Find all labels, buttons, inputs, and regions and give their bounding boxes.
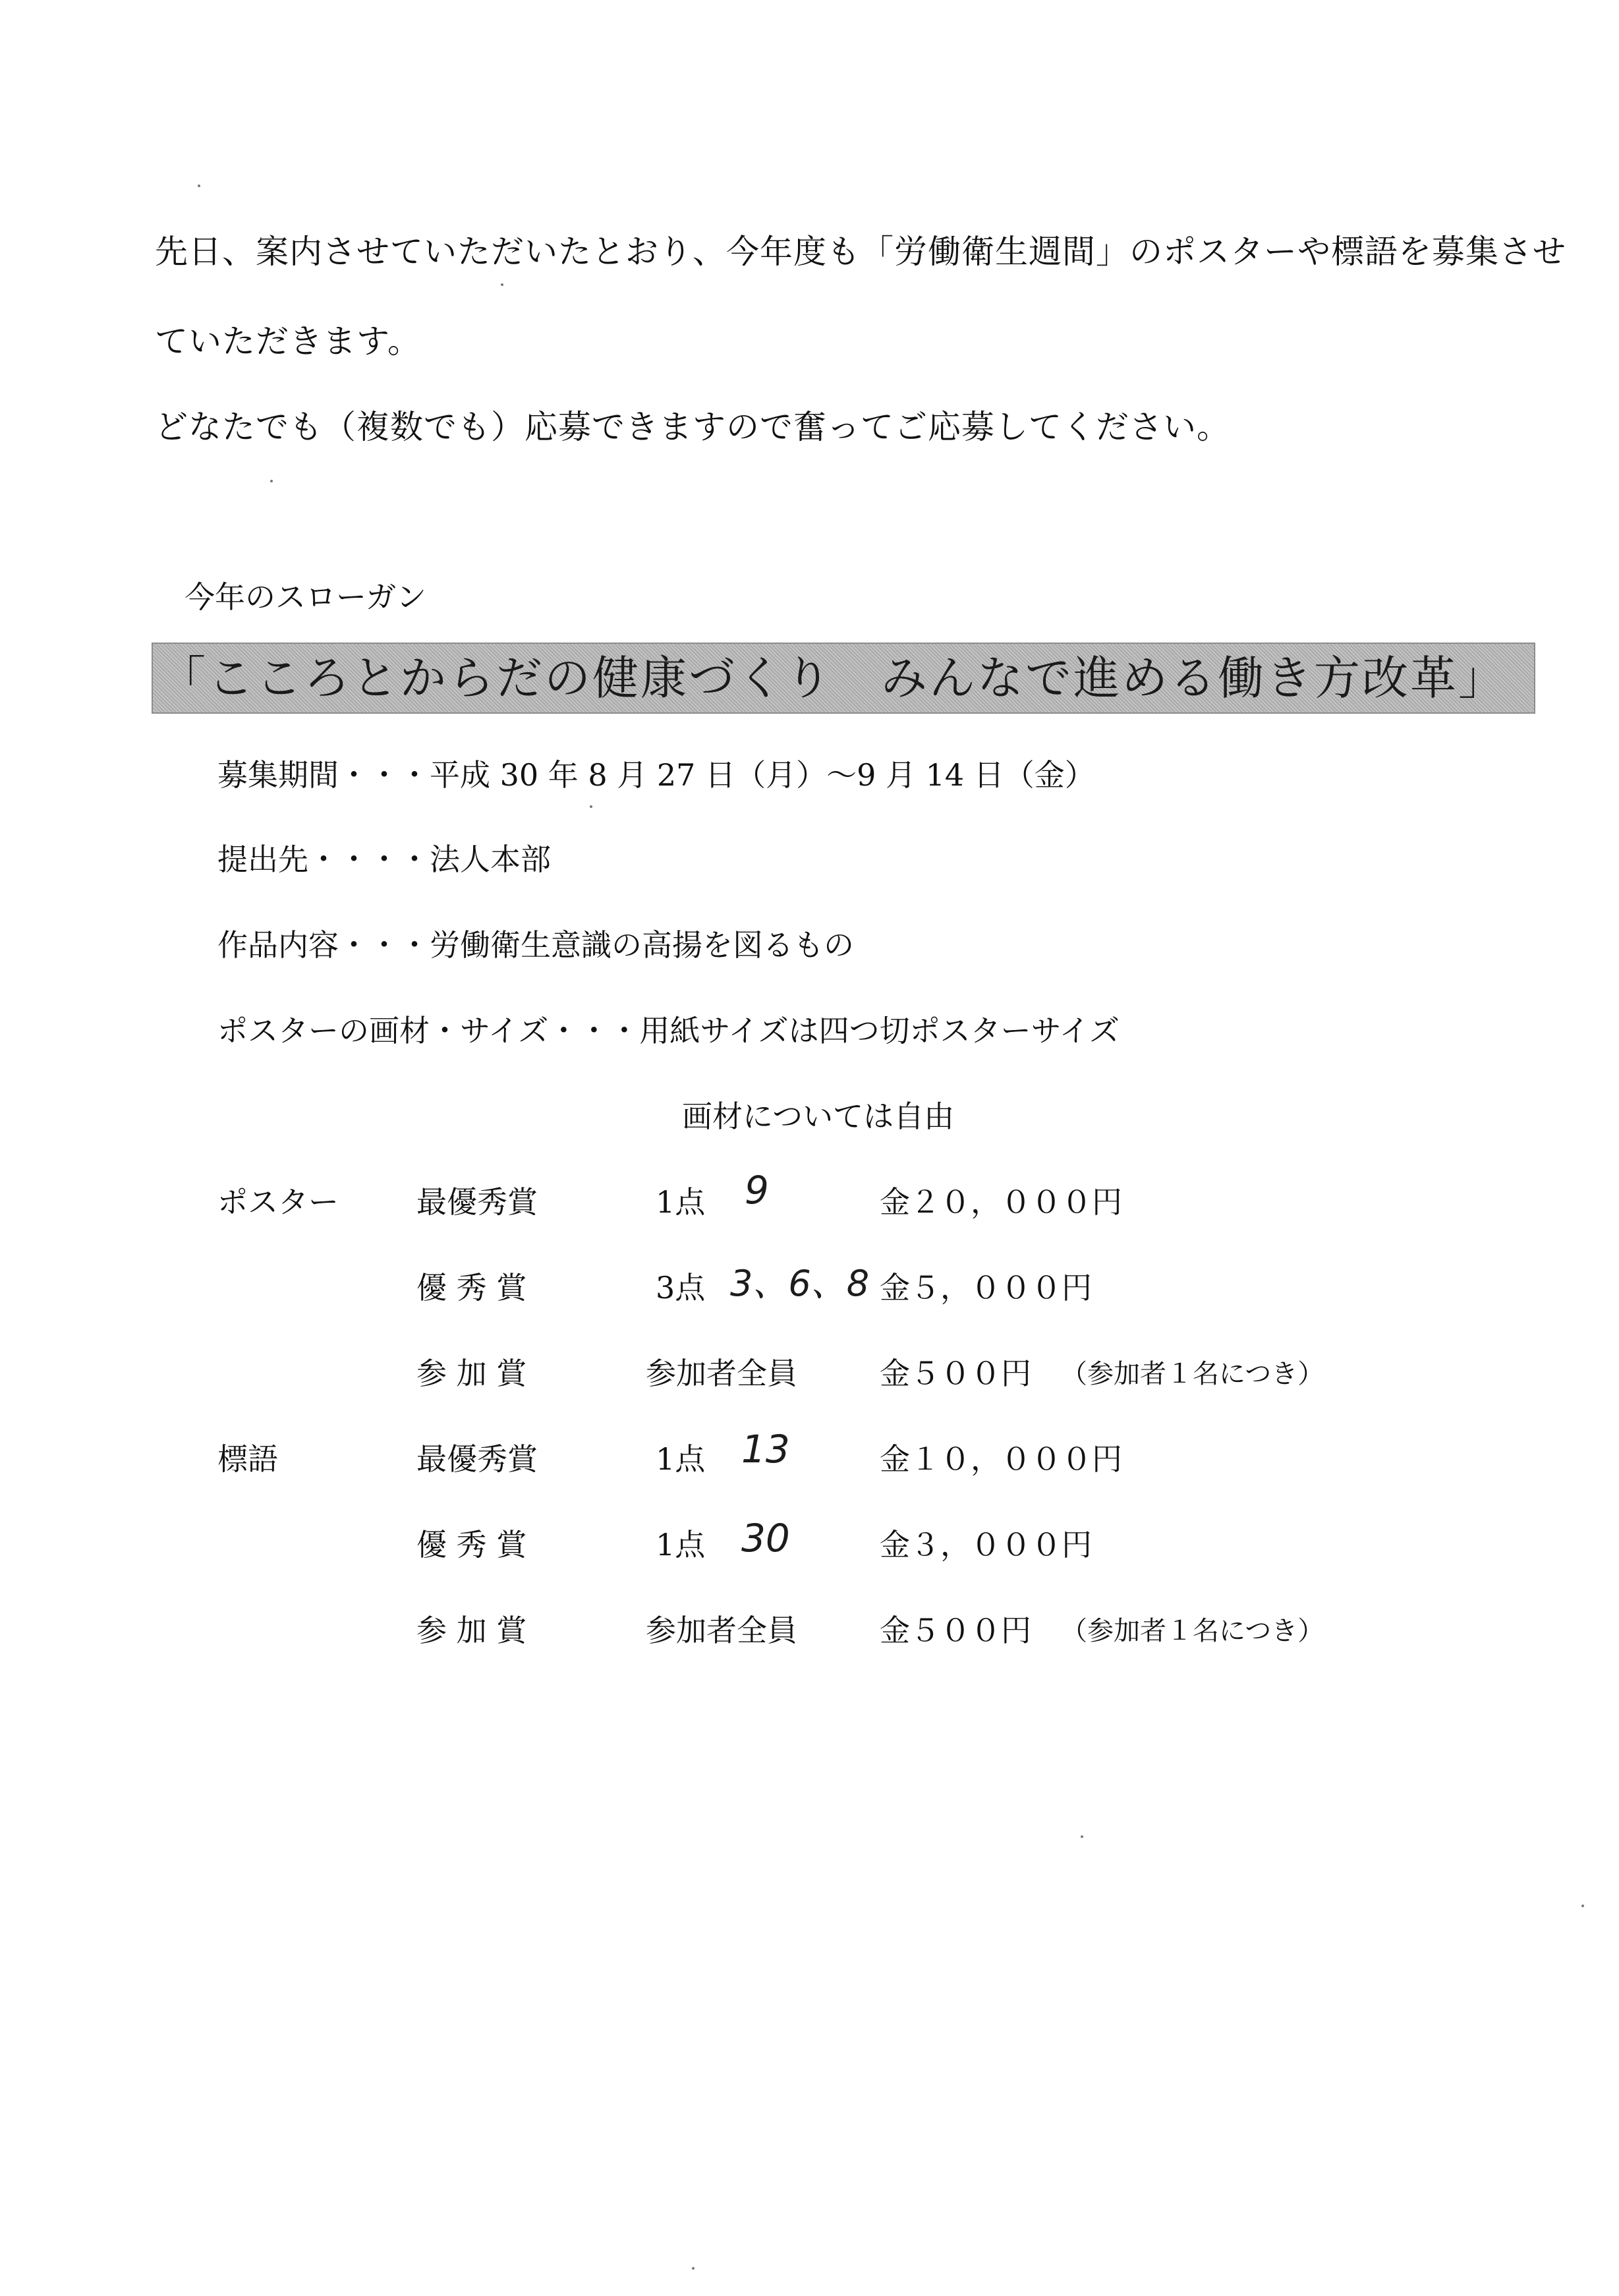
- scan-speck: [590, 805, 592, 808]
- poster-award-excellent: 優 秀 賞: [416, 1270, 527, 1306]
- slogan-text: 「こころとからだの健康づくり みんなで進める働き方改革」: [159, 651, 1506, 705]
- scan-speck: [692, 2267, 695, 2270]
- slogan-category-label: 標語: [217, 1441, 278, 1477]
- poster-handwritten-excellent: 3、6、8: [730, 1263, 870, 1304]
- recruitment-period: 募集期間・・・平成 30 年 8 月 27 日（月）～9 月 14 日（金）: [217, 757, 1095, 793]
- poster-count-excellent: 3点: [656, 1270, 706, 1306]
- slogan-award-excellent: 優 秀 賞: [416, 1527, 527, 1563]
- slogan-award-participation: 参 加 賞: [416, 1613, 527, 1648]
- scan-speck: [501, 283, 503, 286]
- poster-size: ポスターの画材・サイズ・・・用紙サイズは四つ切ポスターサイズ: [217, 1013, 1120, 1048]
- submission-destination: 提出先・・・・法人本部: [217, 842, 551, 877]
- intro-line-3: どなたでも（複数でも）応募できますので奮ってご応募してください。: [155, 408, 1230, 446]
- slogan-banner: [152, 643, 1535, 714]
- poster-participation-note: （参加者１名につき）: [1061, 1359, 1324, 1389]
- poster-amount-excellent: 金５，０００円: [880, 1270, 1092, 1306]
- poster-amount-grand: 金２０，０００円: [880, 1184, 1122, 1220]
- scan-speck: [270, 480, 273, 482]
- slogan-handwritten-excellent: 30: [741, 1516, 790, 1561]
- slogan-handwritten-grand: 13: [741, 1427, 790, 1472]
- poster-count-participation: 参加者全員: [646, 1356, 797, 1391]
- slogan-count-excellent: 1点: [656, 1527, 706, 1563]
- poster-handwritten-grand: 9: [745, 1168, 769, 1213]
- slogan-count-grand: 1点: [656, 1441, 706, 1477]
- poster-material: 画材については自由: [682, 1099, 955, 1134]
- poster-award-grand: 最優秀賞: [416, 1184, 538, 1220]
- scan-speck: [1581, 1905, 1584, 1907]
- poster-count-grand: 1点: [656, 1184, 706, 1220]
- scan-speck: [198, 185, 200, 187]
- slogan-amount-participation: 金５００円: [880, 1613, 1031, 1648]
- work-content: 作品内容・・・労働衛生意識の高揚を図るもの: [217, 927, 854, 963]
- slogan-count-participation: 参加者全員: [646, 1613, 797, 1648]
- slogan-participation-note: （参加者１名につき）: [1061, 1616, 1324, 1646]
- intro-line-1: 先日、案内させていただいたとおり、今年度も「労働衛生週間」のポスターや標語を募集させ: [155, 233, 1566, 271]
- slogan-award-grand: 最優秀賞: [416, 1441, 538, 1477]
- intro-line-2: ていただきます。: [155, 322, 421, 360]
- slogan-amount-grand: 金１０，０００円: [880, 1441, 1122, 1477]
- slogan-amount-excellent: 金３，０００円: [880, 1527, 1092, 1563]
- poster-category-label: ポスター: [217, 1184, 339, 1220]
- poster-amount-participation: 金５００円: [880, 1356, 1031, 1391]
- slogan-label: 今年のスローガン: [185, 579, 427, 615]
- scan-speck: [1081, 1835, 1083, 1838]
- poster-award-participation: 参 加 賞: [416, 1356, 527, 1391]
